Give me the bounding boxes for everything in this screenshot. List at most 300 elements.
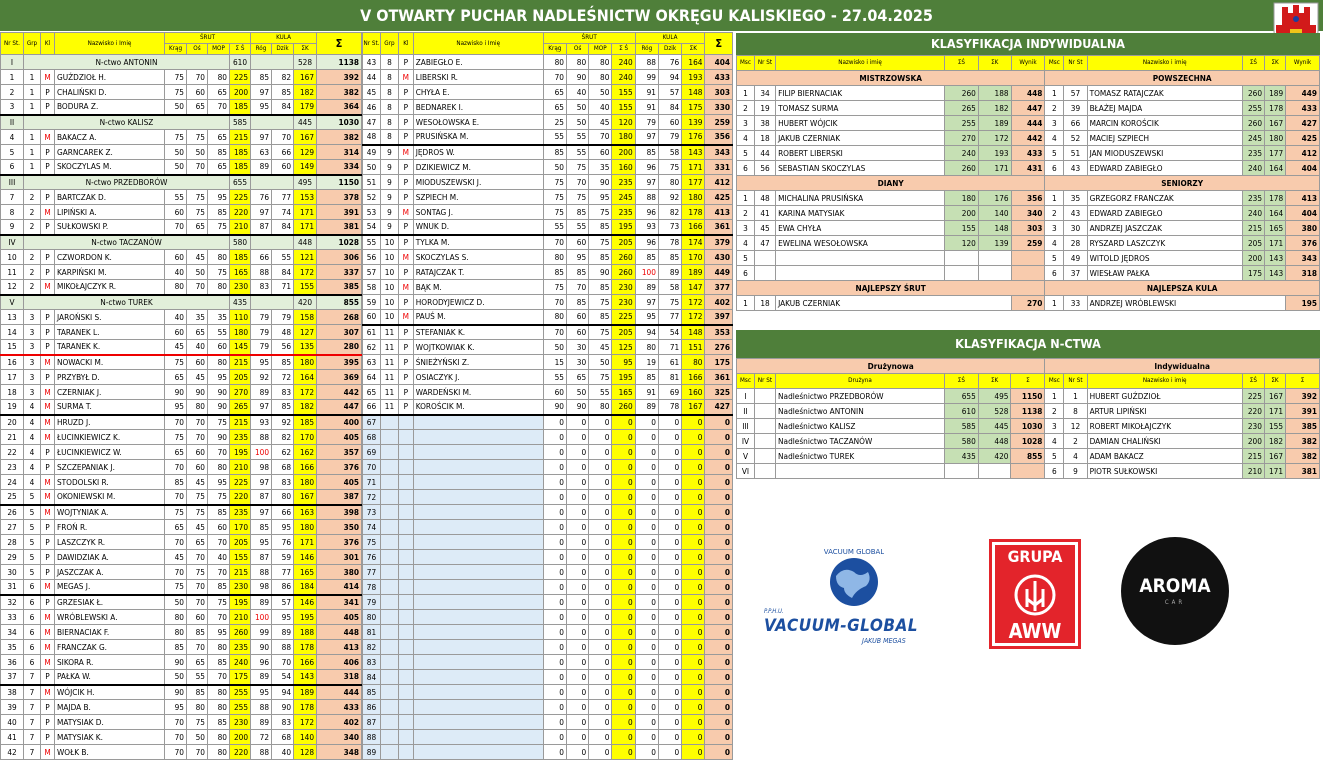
- team-total: 855: [317, 295, 362, 310]
- score-rog: 0: [635, 520, 658, 535]
- score-rog: 91: [635, 100, 658, 115]
- competitor-row: [1, 715, 362, 730]
- score-krag: 55: [543, 370, 566, 385]
- srut-sum: 155: [945, 221, 979, 236]
- competitor-row: [363, 535, 733, 550]
- score-rog: 89: [251, 715, 272, 730]
- team-kula-sum: 495: [294, 175, 317, 190]
- score-os: 30: [566, 355, 588, 370]
- place: 1: [737, 86, 755, 101]
- score-os: 70: [187, 550, 208, 565]
- srut-sum: 235: [1242, 191, 1264, 206]
- group-number: 3: [24, 355, 41, 370]
- place: 2: [1045, 101, 1064, 116]
- team-name: N-ctwo TUREK: [24, 295, 230, 310]
- score-dzik: 90: [272, 700, 294, 715]
- score-sk: 162: [294, 445, 317, 460]
- score-os: 60: [187, 445, 208, 460]
- score-sk: 135: [294, 340, 317, 355]
- team-srut-sum: 585: [230, 115, 251, 130]
- place: 2: [737, 206, 755, 221]
- header-cell: ΣK: [978, 374, 1011, 389]
- score-sum: 318: [317, 670, 362, 685]
- score-dzik: 0: [658, 670, 681, 685]
- kula-sum: 420: [978, 449, 1011, 464]
- score-ss: 200: [230, 85, 251, 100]
- start-number: 59: [363, 295, 381, 310]
- score-sk: 0: [682, 460, 705, 475]
- score-sum: 0: [705, 730, 733, 745]
- score-mop: 0: [589, 460, 612, 475]
- score-krag: 80: [543, 55, 566, 70]
- start-number: 11: [1, 265, 24, 280]
- score-sum: 433: [317, 700, 362, 715]
- competitor-row: [1, 745, 362, 760]
- score-sk: 0: [682, 745, 705, 760]
- score-krag: 0: [543, 505, 566, 520]
- score-dzik: 0: [658, 475, 681, 490]
- score-sum: 364: [317, 100, 362, 115]
- competitor-row: [1, 70, 362, 85]
- score-rog: 83: [251, 280, 272, 295]
- start-number: 89: [363, 745, 381, 760]
- srut-sum: 210: [1242, 464, 1264, 479]
- header-krag: Krąg: [165, 44, 187, 55]
- score-dzik: 0: [658, 490, 681, 505]
- score-dzik: 0: [658, 610, 681, 625]
- class-letter: P: [41, 265, 55, 280]
- result: 444: [1011, 116, 1045, 131]
- competitor-row: [363, 340, 733, 355]
- group-number: [380, 745, 398, 760]
- score-rog: 85: [635, 370, 658, 385]
- score-sk: 172: [682, 310, 705, 325]
- group-number: 11: [380, 385, 398, 400]
- score-ss: 0: [612, 670, 635, 685]
- score-ss: 180: [230, 325, 251, 340]
- group-number: 6: [24, 595, 41, 610]
- category-label: Drużynowa: [737, 359, 1045, 374]
- score-sk: 0: [682, 505, 705, 520]
- score-os: 70: [187, 640, 208, 655]
- start-number: 12: [1064, 419, 1087, 434]
- group-number: [380, 415, 398, 430]
- score-ss: 120: [612, 115, 635, 130]
- score-sum: 0: [705, 685, 733, 700]
- score-os: 65: [187, 100, 208, 115]
- place: 5: [1045, 251, 1064, 266]
- score-sk: 160: [682, 385, 705, 400]
- class-letter: M: [41, 580, 55, 595]
- score-ss: 185: [230, 160, 251, 175]
- header-ss: ΣŚ: [1242, 56, 1264, 71]
- group-number: [380, 580, 398, 595]
- score-sum: 307: [317, 325, 362, 340]
- class-letter: M: [398, 205, 413, 220]
- kula-sum: 172: [978, 131, 1011, 146]
- score-os: 60: [187, 85, 208, 100]
- score-sk: 185: [294, 415, 317, 430]
- score-mop: 0: [589, 625, 612, 640]
- result: 412: [1286, 146, 1320, 161]
- start-number: 30: [1, 565, 24, 580]
- category-label: DIANY: [737, 176, 1045, 191]
- score-sk: 0: [682, 685, 705, 700]
- score-dzik: 60: [658, 115, 681, 130]
- class-letter: P: [41, 535, 55, 550]
- category-label: NAJLEPSZY ŚRUT: [737, 281, 1045, 296]
- competitor-name: JĘDROS W.: [413, 145, 543, 160]
- group-number: [380, 610, 398, 625]
- score-ss: 0: [612, 445, 635, 460]
- score-mop: 0: [589, 640, 612, 655]
- start-number: 41: [754, 206, 775, 221]
- result: 392: [1286, 389, 1320, 404]
- score-sk: 0: [682, 625, 705, 640]
- start-number: 63: [363, 355, 381, 370]
- score-krag: 70: [165, 715, 187, 730]
- score-dzik: 58: [658, 145, 681, 160]
- score-ss: 215: [230, 565, 251, 580]
- score-sk: 139: [682, 115, 705, 130]
- header-srut: ŚRUT: [543, 33, 635, 44]
- score-rog: 85: [635, 250, 658, 265]
- score-sum: 357: [317, 445, 362, 460]
- score-ss: 185: [230, 250, 251, 265]
- score-krag: 60: [543, 385, 566, 400]
- category-label: SENIORZY: [1045, 176, 1320, 191]
- score-mop: 45: [589, 115, 612, 130]
- score-sk: 172: [294, 385, 317, 400]
- team-row: [1, 295, 362, 310]
- score-krag: 0: [543, 670, 566, 685]
- score-mop: 80: [589, 400, 612, 415]
- competitor-name: ADAM BAKACZ: [1087, 449, 1242, 464]
- score-os: 45: [187, 250, 208, 265]
- competitor-row: [1, 415, 362, 430]
- classification-row: [737, 146, 1320, 161]
- start-number: 42: [1, 745, 24, 760]
- competitor-name: DAMIAN CHALIŃSKI: [1087, 434, 1242, 449]
- score-mop: 0: [589, 580, 612, 595]
- competitor-name: EWA CHYŁA: [776, 221, 945, 236]
- score-krag: 70: [543, 295, 566, 310]
- result: 413: [1286, 191, 1320, 206]
- start-number: 50: [363, 160, 381, 175]
- score-ss: 235: [612, 175, 635, 190]
- start-number: 44: [754, 146, 775, 161]
- score-rog: 0: [635, 580, 658, 595]
- score-rog: 0: [635, 715, 658, 730]
- score-rog: 0: [635, 685, 658, 700]
- score-ss: 260: [612, 265, 635, 280]
- score-rog: 97: [635, 175, 658, 190]
- score-ss: 210: [230, 610, 251, 625]
- kula-sum: 182: [978, 101, 1011, 116]
- header-kula: KULA: [635, 33, 705, 44]
- place: 1: [1045, 191, 1064, 206]
- aroma-main-text: AROMA: [1139, 575, 1211, 597]
- competitor-name: MICHALINA PRUSIŃSKA: [776, 191, 945, 206]
- score-mop: 75: [208, 220, 230, 235]
- score-sk: 167: [294, 490, 317, 505]
- competitor-row: [363, 400, 733, 415]
- result: 1150: [1011, 389, 1045, 404]
- score-os: 50: [566, 115, 588, 130]
- score-sum: 0: [705, 475, 733, 490]
- score-ss: 0: [612, 595, 635, 610]
- start-number: 57: [1064, 86, 1087, 101]
- start-number: 41: [1, 730, 24, 745]
- classification-row: [737, 116, 1320, 131]
- score-sum: 0: [705, 670, 733, 685]
- group-number: 7: [24, 685, 41, 700]
- score-ss: 260: [612, 400, 635, 415]
- score-os: 85: [187, 625, 208, 640]
- score-mop: 85: [208, 655, 230, 670]
- competitor-name: EDWARD ZABIEGŁO: [1087, 206, 1242, 221]
- place: 2: [1045, 404, 1064, 419]
- score-krag: 70: [165, 565, 187, 580]
- start-number: [754, 251, 775, 266]
- class-letter: M: [398, 70, 413, 85]
- start-number: 25: [1, 490, 24, 505]
- competitor-row: [1, 400, 362, 415]
- score-dzik: 92: [658, 190, 681, 205]
- team-rank: II: [1, 115, 24, 130]
- start-number: 80: [363, 610, 381, 625]
- score-dzik: 85: [272, 85, 294, 100]
- competitor-name: BĄK M.: [413, 280, 543, 295]
- score-mop: 85: [589, 250, 612, 265]
- aww-bottom-text: AWW: [1008, 619, 1062, 643]
- score-mop: 70: [208, 565, 230, 580]
- header-name: Nazwisko i Imię: [55, 33, 165, 55]
- start-number: 30: [1064, 221, 1087, 236]
- class-letter: P: [41, 520, 55, 535]
- score-rog: 0: [635, 565, 658, 580]
- competitor-name: [413, 490, 543, 505]
- class-letter: P: [398, 325, 413, 340]
- score-krag: 90: [165, 385, 187, 400]
- best-shot-row: [737, 296, 1320, 311]
- classification-row: [737, 449, 1320, 464]
- score-sum: 406: [317, 655, 362, 670]
- classification-row: [737, 251, 1320, 266]
- score-sum: 448: [317, 625, 362, 640]
- class-letter: M: [41, 70, 55, 85]
- svg-text:VACUUM GLOBAL: VACUUM GLOBAL: [824, 548, 884, 556]
- score-os: 50: [566, 100, 588, 115]
- score-sum: 447: [317, 400, 362, 415]
- kula-sum: 180: [1265, 131, 1286, 146]
- score-dzik: 58: [658, 280, 681, 295]
- score-ss: 0: [612, 580, 635, 595]
- competitor-row: [363, 715, 733, 730]
- score-krag: 50: [165, 595, 187, 610]
- score-dzik: 0: [658, 655, 681, 670]
- header-cell: ΣK: [1264, 374, 1285, 389]
- group-number: [380, 535, 398, 550]
- team-total: 1150: [317, 175, 362, 190]
- score-mop: 75: [208, 415, 230, 430]
- srut-sum: 205: [1242, 236, 1264, 251]
- result: 270: [1011, 296, 1045, 311]
- score-sk: 153: [294, 190, 317, 205]
- score-krag: 85: [165, 475, 187, 490]
- competitor-name: [413, 475, 543, 490]
- competitor-row: [363, 85, 733, 100]
- group-number: 11: [380, 325, 398, 340]
- group-number: [380, 565, 398, 580]
- start-number: 23: [1, 460, 24, 475]
- class-letter: P: [398, 385, 413, 400]
- kula-sum: 178: [1265, 191, 1286, 206]
- score-sk: 177: [682, 175, 705, 190]
- score-rog: 87: [251, 490, 272, 505]
- class-letter: [398, 490, 413, 505]
- class-letter: M: [41, 490, 55, 505]
- score-ss: 185: [230, 145, 251, 160]
- score-krag: 90: [543, 400, 566, 415]
- place: 6: [1045, 464, 1064, 479]
- score-dzik: 55: [272, 250, 294, 265]
- score-sk: 171: [294, 220, 317, 235]
- classification-row: [737, 464, 1320, 479]
- score-sk: 0: [682, 535, 705, 550]
- competitor-row: [363, 70, 733, 85]
- score-os: 75: [187, 190, 208, 205]
- competitor-name: WOŁK B.: [55, 745, 165, 760]
- competitor-name: HORODYJEWICZ D.: [413, 295, 543, 310]
- classification-row: [737, 236, 1320, 251]
- competitor-name: [776, 464, 945, 479]
- competitor-name: ŁUCINKIEWICZ K.: [55, 430, 165, 445]
- score-dzik: 61: [658, 355, 681, 370]
- score-mop: 50: [589, 85, 612, 100]
- score-rog: 100: [251, 610, 272, 625]
- kula-sum: 176: [978, 191, 1011, 206]
- result: 340: [1011, 206, 1045, 221]
- score-mop: 75: [589, 295, 612, 310]
- score-os: 85: [566, 265, 588, 280]
- place: 4: [737, 236, 755, 251]
- score-rog: 0: [635, 475, 658, 490]
- group-number: 9: [380, 145, 398, 160]
- class-letter: P: [41, 100, 55, 115]
- group-number: 7: [24, 670, 41, 685]
- kula-sum: 448: [978, 434, 1011, 449]
- competitor-row: [363, 175, 733, 190]
- score-os: 50: [187, 730, 208, 745]
- score-rog: 96: [251, 655, 272, 670]
- class-letter: [398, 640, 413, 655]
- score-dzik: 0: [658, 565, 681, 580]
- start-number: 70: [363, 460, 381, 475]
- group-number: 2: [24, 205, 41, 220]
- start-number: 35: [1, 640, 24, 655]
- competitor-name: JAKUB CZERNIAK: [776, 296, 1012, 311]
- competitor-row: [363, 745, 733, 760]
- score-dzik: 79: [658, 130, 681, 145]
- score-ss: 210: [230, 220, 251, 235]
- group-number: 9: [380, 220, 398, 235]
- srut-sum: 255: [945, 116, 979, 131]
- start-number: 9: [1, 220, 24, 235]
- class-letter: P: [398, 265, 413, 280]
- score-os: 45: [187, 475, 208, 490]
- class-letter: M: [41, 415, 55, 430]
- competitor-row: [363, 610, 733, 625]
- group-number: 2: [24, 250, 41, 265]
- score-sum: 0: [705, 565, 733, 580]
- score-sk: 182: [294, 400, 317, 415]
- group-number: [380, 730, 398, 745]
- score-mop: 80: [208, 70, 230, 85]
- competitor-row: [363, 505, 733, 520]
- score-sk: 0: [682, 580, 705, 595]
- score-sk: 174: [682, 235, 705, 250]
- place: 6: [1045, 266, 1064, 281]
- classification-row: [737, 86, 1320, 101]
- competitor-name: [413, 550, 543, 565]
- class-letter: M: [41, 355, 55, 370]
- header-sk: ΣK: [294, 44, 317, 55]
- class-letter: P: [398, 85, 413, 100]
- start-number: 26: [1, 505, 24, 520]
- score-krag: 0: [543, 745, 566, 760]
- start-number: 4: [1064, 449, 1087, 464]
- score-os: 70: [187, 745, 208, 760]
- score-mop: 0: [589, 430, 612, 445]
- start-number: 33: [1, 610, 24, 625]
- class-letter: P: [41, 550, 55, 565]
- class-letter: [398, 670, 413, 685]
- score-sum: 0: [705, 580, 733, 595]
- header-ss: Σ Ś: [230, 44, 251, 55]
- score-krag: 80: [165, 280, 187, 295]
- score-os: 80: [187, 400, 208, 415]
- score-rog: 63: [251, 145, 272, 160]
- competitor-name: NOWACKI M.: [55, 355, 165, 370]
- score-rog: 0: [635, 490, 658, 505]
- score-dzik: 71: [658, 340, 681, 355]
- score-ss: 0: [612, 685, 635, 700]
- group-number: 3: [24, 325, 41, 340]
- score-mop: 0: [589, 445, 612, 460]
- score-rog: 87: [251, 550, 272, 565]
- score-rog: 91: [635, 85, 658, 100]
- team-rank: IV: [1, 235, 24, 250]
- header-cell: ΣŚ: [1242, 374, 1264, 389]
- competitor-name: BIERNACIAK F.: [55, 625, 165, 640]
- start-number: 15: [1, 340, 24, 355]
- group-number: [380, 670, 398, 685]
- score-os: 80: [187, 700, 208, 715]
- start-number: 7: [1, 190, 24, 205]
- srut-sum: 255: [1242, 101, 1264, 116]
- score-dzik: 0: [658, 430, 681, 445]
- score-mop: 0: [589, 730, 612, 745]
- competitor-row: [1, 385, 362, 400]
- class-letter: P: [41, 730, 55, 745]
- class-letter: M: [41, 385, 55, 400]
- srut-sum: 230: [1242, 419, 1264, 434]
- score-dzik: 86: [272, 580, 294, 595]
- score-os: 0: [566, 640, 588, 655]
- place: 6: [737, 161, 755, 176]
- group-number: 4: [24, 475, 41, 490]
